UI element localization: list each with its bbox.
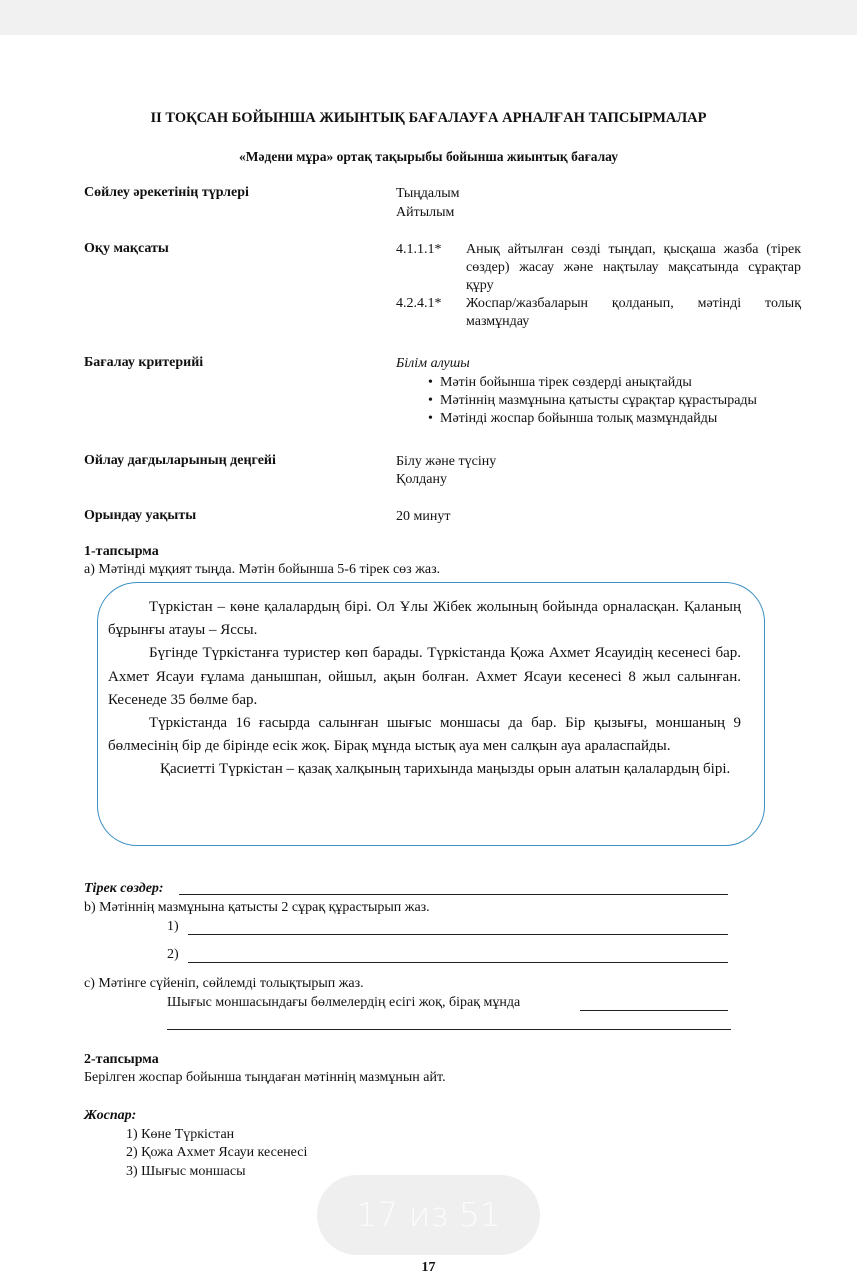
speech-label: Сөйлеу әрекетінің түрлері bbox=[84, 185, 249, 200]
goals-label: Оқу мақсаты bbox=[84, 241, 169, 256]
listening-text bbox=[108, 596, 741, 782]
criteria-item: • Мәтін бойынша тірек сөздерді анықтайды bbox=[428, 375, 692, 390]
goals-list bbox=[396, 241, 801, 331]
question-1-line[interactable] bbox=[188, 920, 728, 935]
paragraph: Қасиетті Түркістан – қазақ халқының тарихында маңызды орын алатын қалалардың бірі. bbox=[160, 761, 731, 778]
criteria-item: • Мәтінді жоспар бойынша толық мазмұндайды bbox=[428, 411, 718, 426]
viewer-top-bar bbox=[0, 0, 857, 35]
thinking-value-2: Қолдану bbox=[396, 472, 447, 487]
task2-instruction: Берілген жоспар бойынша тыңдаған мәтіннің мазмұнын айт. bbox=[84, 1070, 446, 1085]
thinking-label: Ойлау дағдыларының деңгейі bbox=[84, 453, 276, 468]
goal-1 bbox=[396, 241, 801, 295]
question-2-line[interactable] bbox=[188, 948, 728, 963]
page-number: 17 bbox=[421, 1260, 436, 1275]
goal-code: 4.2.4.1* bbox=[396, 296, 442, 311]
page-title: II ТОҚСАН БОЙЫНША ЖИЫНТЫҚ БАҒАЛАУҒА АРНАЛҒАН ТАПСЫРМАЛАР bbox=[150, 110, 707, 126]
time-value: 20 минут bbox=[396, 509, 451, 524]
criteria-item: • Мәтіннің мазмұнына қатысты сұрақтар құрастырады bbox=[428, 393, 757, 408]
criteria-label: Бағалау критерийі bbox=[84, 355, 204, 370]
task2-title: 2-тапсырма bbox=[84, 1052, 159, 1067]
thinking-value-1: Білу және түсіну bbox=[396, 454, 497, 469]
goal-text: Анық айтылған сөзді тыңдап, қысқаша жазба (тірек сөздер) жасау және нақтылау мақсатында сұрақтар құру bbox=[466, 242, 801, 293]
plan-item: 3) Шығыс моншасы bbox=[126, 1164, 246, 1179]
plan-item: 2) Қожа Ахмет Ясауи кесенесі bbox=[126, 1145, 308, 1160]
criteria-intro: Білім алушы bbox=[396, 356, 470, 371]
paragraph: Түркістан – көне қалалардың бірі. Ол Ұлы Жібек жолының бойында орналасқан. Қаланың бұрынғы атауы – Яссы. bbox=[108, 599, 741, 639]
task1-b: b) Мәтіннің мазмұнына қатысты 2 сұрақ құрастырып жаз. bbox=[84, 900, 430, 915]
plan-label: Жоспар: bbox=[84, 1108, 137, 1123]
task1-c: c) Мәтінге сүйеніп, сөйлемді толықтырып жаз. bbox=[84, 976, 364, 991]
keywords-label: Тірек сөздер: bbox=[84, 881, 164, 896]
page-indicator-text: 17 из 51 bbox=[356, 1195, 501, 1234]
speech-value-1: Тыңдалым bbox=[396, 186, 460, 201]
sentence-answer-line-2[interactable] bbox=[167, 1015, 731, 1030]
task1-a: а) Мәтінді мұқият тыңда. Мәтін бойынша 5-6 тірек сөз жаз. bbox=[84, 562, 441, 577]
goal-2 bbox=[396, 295, 801, 331]
sentence-answer-line[interactable] bbox=[580, 996, 728, 1011]
keywords-answer-line[interactable] bbox=[179, 880, 728, 895]
question-1-number: 1) bbox=[167, 919, 179, 934]
paragraph: Бүгінде Түркістанға туристер көп барады. Түркістанда Қожа Ахмет Ясауидің кесенесі бар. Ахмет Ясауи ғұлама данышпан, ойшыл, ақын болған. Ахмет Ясауи кесенесі 8 жыл салынған. Кесенеде 35 бөлме бар. bbox=[108, 645, 741, 708]
goal-code: 4.1.1.1* bbox=[396, 242, 442, 257]
plan-item: 1) Көне Түркістан bbox=[126, 1127, 235, 1142]
sentence-prompt: Шығыс моншасындағы бөлмелердің есігі жоқ, бірақ мұнда bbox=[167, 995, 521, 1010]
speech-value-2: Айтылым bbox=[396, 205, 455, 220]
question-2-number: 2) bbox=[167, 947, 179, 962]
time-label: Орындау уақыты bbox=[84, 508, 197, 523]
page-subtitle: «Мәдени мұра» ортақ тақырыбы бойынша жиынтық бағалау bbox=[239, 149, 618, 164]
paragraph: Түркістанда 16 ғасырда салынған шығыс моншасы да бар. Бір қызығы, моншаның 9 бөлмесінің бір де бірінде есік жоқ. Бірақ мұнда ыстық ауа мен салқын ауа араласпайды. bbox=[108, 715, 741, 755]
criteria-list bbox=[428, 374, 801, 428]
goal-text: Жоспар/жазбаларын қолданып, мәтінді толық мазмұндау bbox=[466, 296, 801, 329]
task1-title: 1-тапсырма bbox=[84, 544, 159, 559]
